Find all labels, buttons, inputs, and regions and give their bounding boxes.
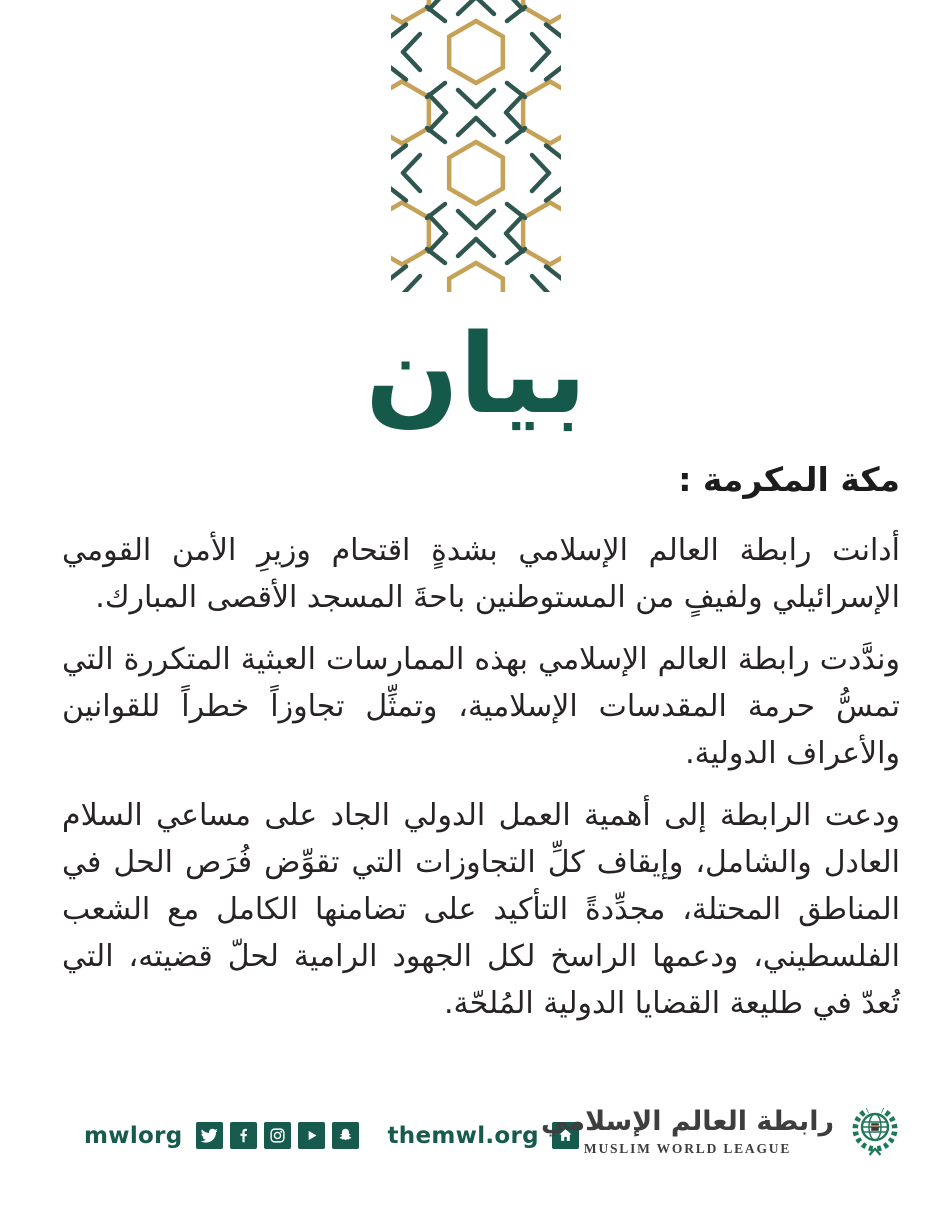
instagram-icon [264,1122,291,1149]
facebook-icon [230,1122,257,1149]
social-handle: mwlorg [84,1122,183,1149]
statement-body [62,460,900,1042]
logo-arabic-calligraphy: رابطة العالم الإسلامي [541,1105,834,1137]
snapchat-icon [332,1122,359,1149]
dateline: مكة المكرمة : [678,460,900,499]
islamic-geometric-pattern [391,0,561,292]
logo-english-name: MUSLIM WORLD LEAGUE [583,1141,792,1157]
social-icons [196,1122,359,1149]
website-url: themwl.org [387,1122,539,1149]
statement-paragraph-2: وندَّدت رابطة العالم الإسلامي بهذه الممارسات العبثية المتكررة التي تمسُّ حرمة المقدسات الإسلامية، وتمثِّل تجاوزاً خطراً للقوانين والأعراف الدولية. [62,642,900,771]
mwl-logo-text [541,1105,834,1158]
globe-wreath-emblem-icon [842,1098,908,1164]
statement-paragraph-3: ودعت الرابطة إلى أهمية العمل الدولي الجاد على مساعي السلام العادل والشامل، وإيقاف كلِّ التجاوزات التي تقوِّض فُرَص الحل في المناطق المحتلة، مجدِّدةً التأكيد على تضامنها الكامل مع الشعب الفلسطيني، ودعمها الراسخ لكل الجهود الرامية لحلّ قضيته، التي تُعدّ في طليعة القضايا الدولية المُلحّة. [62,798,900,1021]
twitter-icon [196,1122,223,1149]
youtube-icon [298,1122,325,1149]
mwl-logo [541,1098,908,1164]
footer-social-row [84,1122,579,1149]
statement-paragraph-1: أدانت رابطة العالم الإسلامي بشدةٍ اقتحام وزيرِ الأمن القومي الإسرائيلي ولفيفٍ من المستوطنين باحةَ المسجد الأقصى المبارك. [62,533,900,615]
footer [0,1096,952,1186]
statement-title: بيان [365,310,587,438]
hexagon-pattern-icon [391,0,561,292]
